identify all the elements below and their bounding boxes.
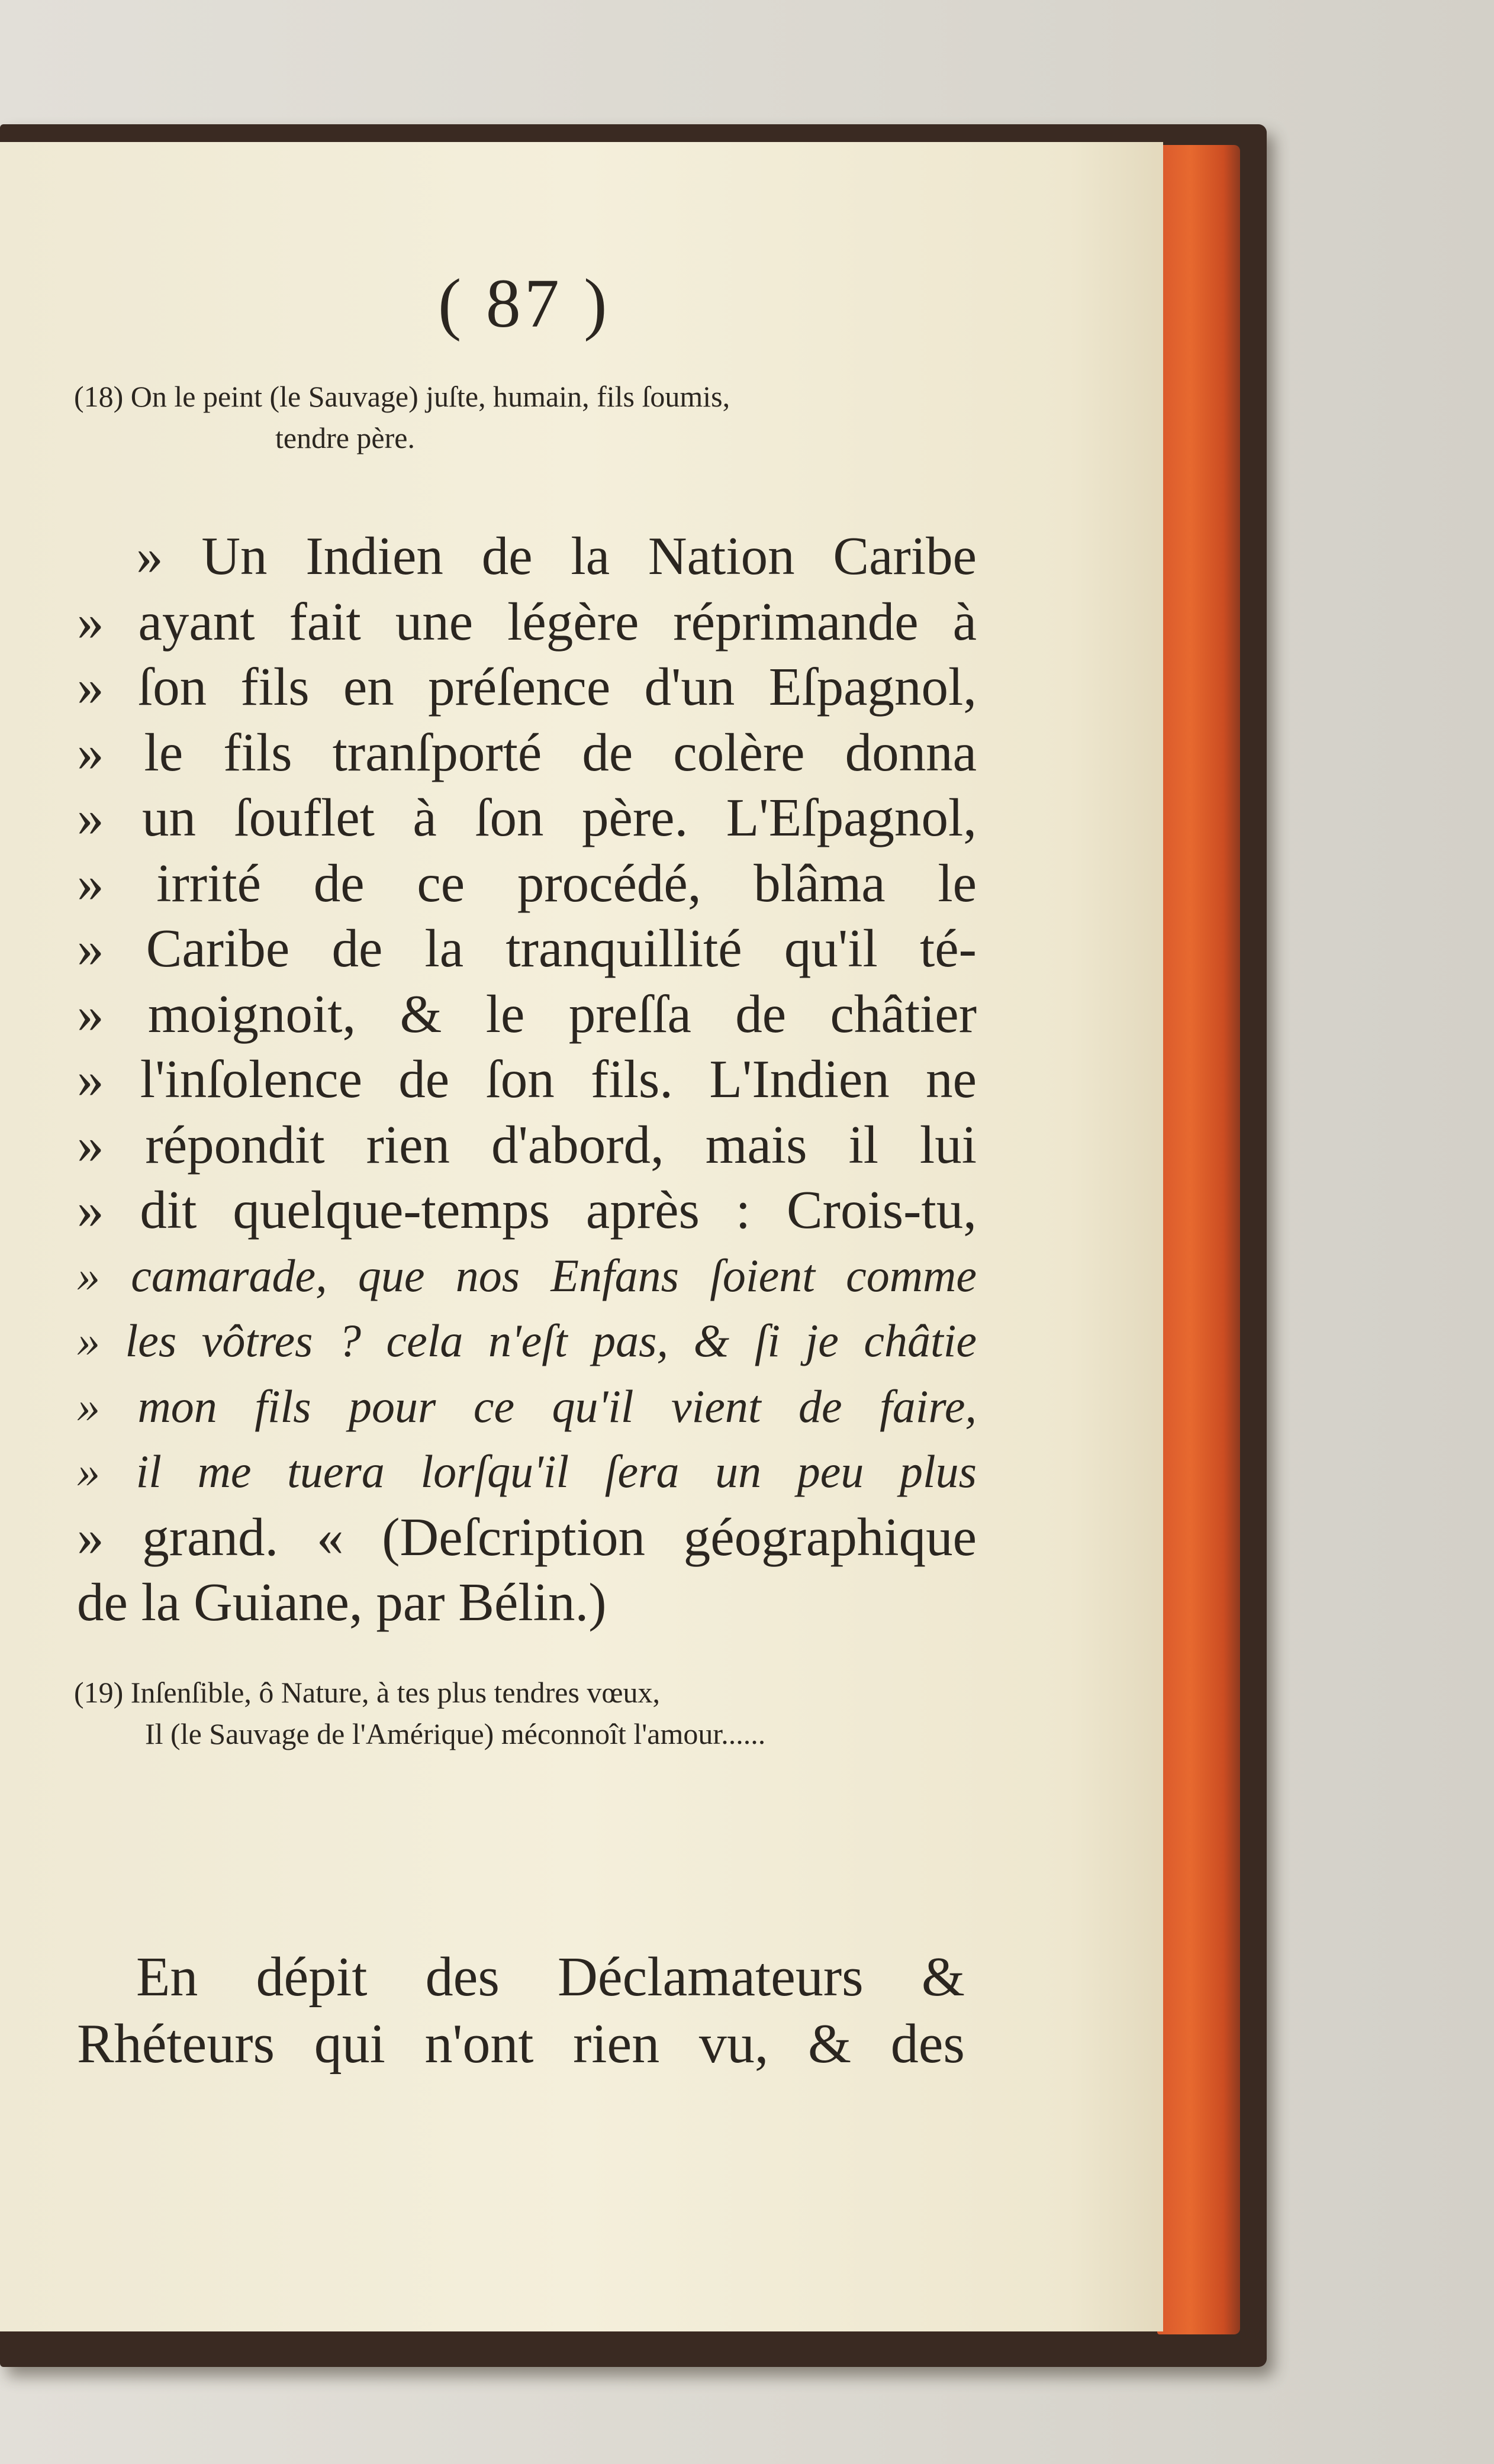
quote-line: » ayant fait une légère réprimande à <box>77 591 977 652</box>
footnote-18-line-2: tendre père. <box>275 421 415 454</box>
paragraph-line: Rhéteurs qui n'ont rien vu, & des <box>77 2013 965 2075</box>
quote-line: » moignoit, & le preſſa de châtier <box>77 983 977 1044</box>
quote-line: » grand. « (Deſcription géographique <box>77 1507 977 1567</box>
quote-line: » le fils tranſporté de colère donna <box>77 722 977 782</box>
quote-line: » ſon fils en préſence d'un Eſpagnol, <box>77 657 977 717</box>
footnote-19 <box>74 1672 997 1755</box>
quote-line: » l'inſolence de ſon fils. L'Indien ne <box>77 1049 977 1109</box>
book-page <box>0 142 1163 2331</box>
quote-line-italic: » les vôtres ? cela n'eſt pas, & ſi je châtie <box>77 1315 977 1366</box>
page-number: ( 87 ) <box>438 265 611 342</box>
quote-line: » dit quelque-temps après : Crois-tu, <box>77 1180 977 1240</box>
quote-line: » répondit rien d'abord, mais il lui <box>77 1114 977 1175</box>
footnote-19-line-1: (19) Inſenſible, ô Nature, à tes plus tendres vœux, <box>74 1676 661 1709</box>
paragraph-line: En dépit des Déclamateurs & <box>136 1946 965 2008</box>
quote-line: » Caribe de la tranquillité qu'il té- <box>77 918 977 978</box>
footnote-19-line-2: Il (le Sauvage de l'Amérique) méconnoît l'amour...... <box>145 1717 766 1750</box>
quote-line: » un ſouflet à ſon père. L'Eſpagnol, <box>77 788 977 847</box>
quote-line: » irrité de ce procédé, blâma le <box>77 853 977 913</box>
quotation-block <box>77 524 977 1636</box>
footnote-18-line-1: (18) On le peint (le Sauvage) juſte, humain, fils ſoumis, <box>74 380 730 413</box>
quote-line: de la Guiane, par Bélin.) <box>77 1572 607 1632</box>
quote-line-italic: » il me tuera lorſqu'il ſera un peu plus <box>77 1446 977 1497</box>
quote-line-italic: » camarade, que nos Enfans ſoient comme <box>77 1249 977 1301</box>
body-paragraph <box>77 1944 965 2078</box>
quote-line: » Un Indien de la Nation Caribe <box>136 526 977 586</box>
page-edge <box>1157 145 1240 2334</box>
quote-line-italic: » mon fils pour ce qu'il vient de faire, <box>77 1380 977 1432</box>
footnote-18 <box>74 376 986 459</box>
